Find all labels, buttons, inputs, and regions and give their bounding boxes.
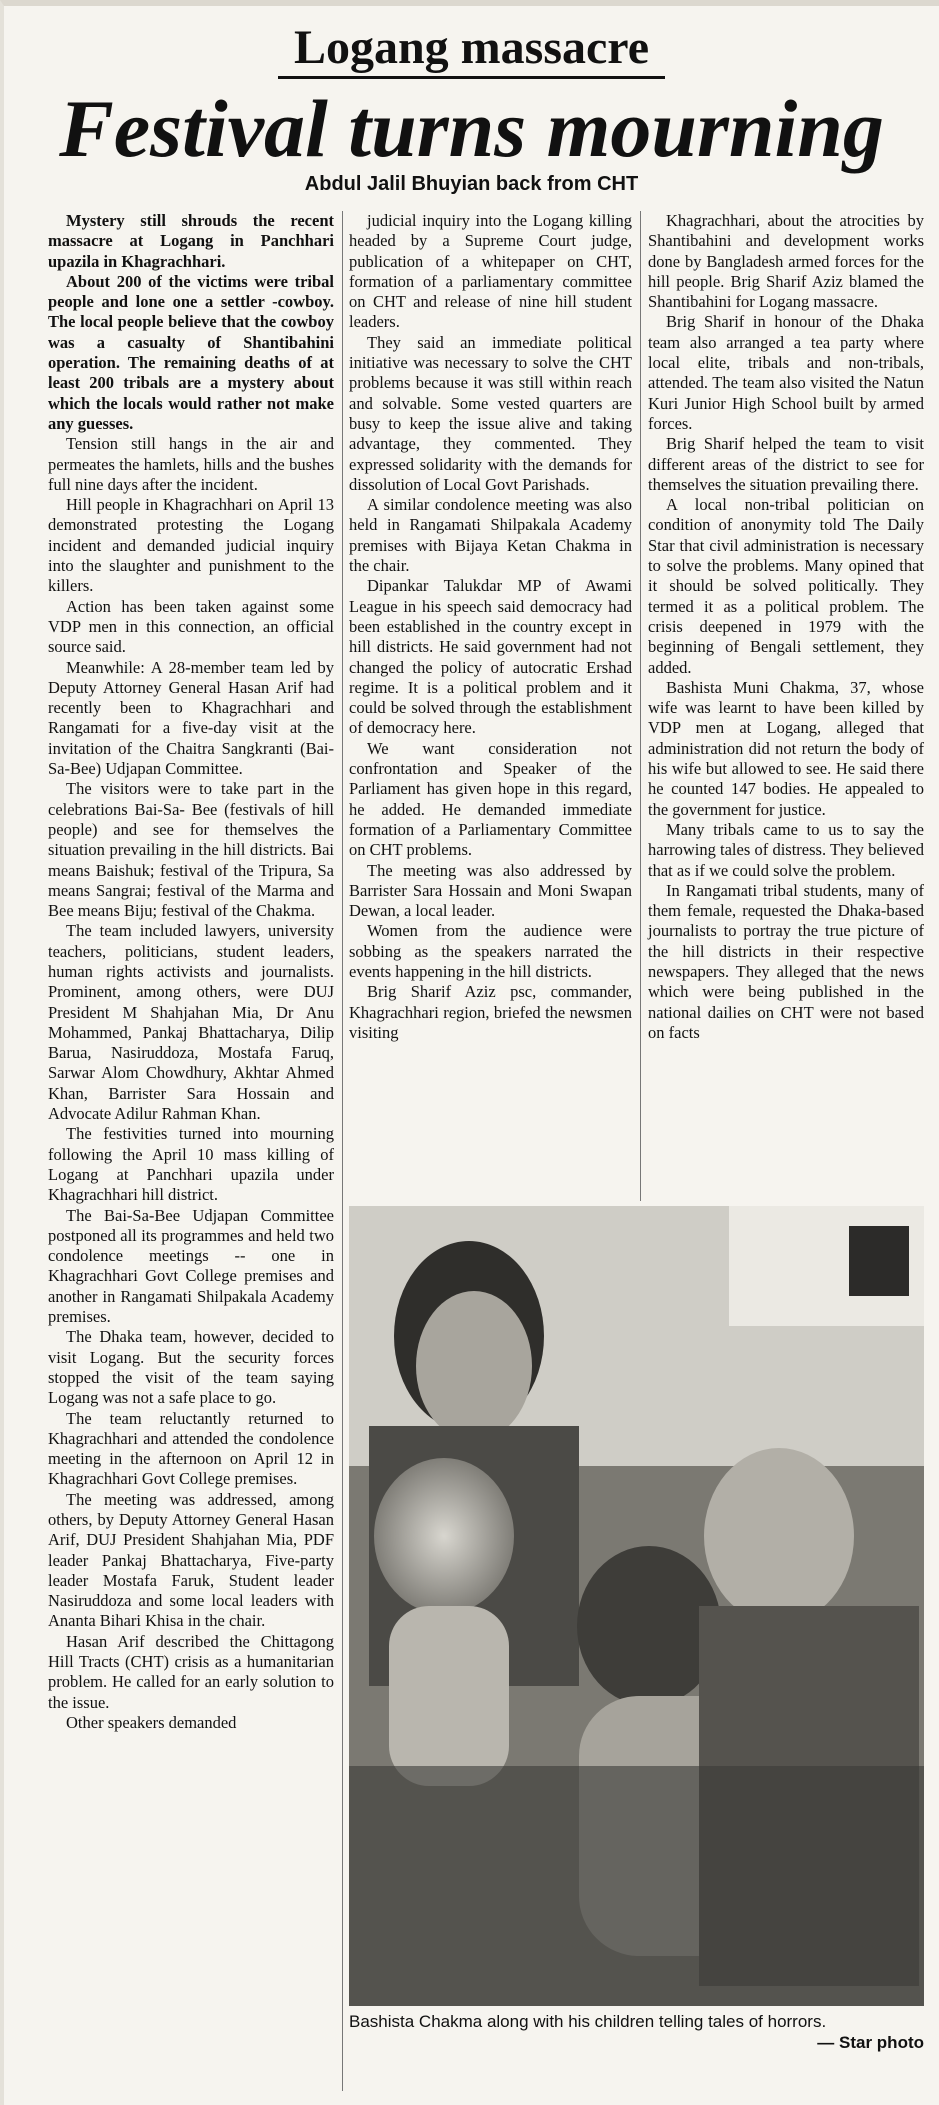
article-paragraph: A local non-tribal politician on condition of anonymity told The Daily Star that civil administration is necessary to solve the problems. Many opined that it should be solved politically. They termed it as a political problem. The crisis deepened in 1979 with the beginning of Bengali settlement, they added.	[648, 495, 924, 677]
article-paragraph: The visitors were to take part in the celebrations Bai-Sa- Bee (festivals of hill people) and see for themselves the situation prevailing in the hill districts. Bai means Baishuk; festival of the Tripura, Sa means Sangrai; festival of the Marma and Bee means Biju; festival of the Chakma.	[48, 779, 334, 921]
photo-image	[349, 1206, 924, 2006]
article-column-1	[48, 211, 343, 2091]
article-paragraph: Khagrachhari, about the atrocities by Shantibahini and development works done by Bangladesh armed forces for the hill people. Brig Sharif Aziz blamed the Shantibahini for Logang massacre.	[648, 211, 924, 312]
article-paragraph: A similar condolence meeting was also held in Rangamati Shilpakala Academy premises with Bijaya Ketan Chakma in the chair.	[349, 495, 632, 576]
article-paragraph: Tension still hangs in the air and permeates the hamlets, hills and the bushes full nine days after the incident.	[48, 434, 334, 494]
article-paragraph: Bashista Muni Chakma, 37, whose wife was learnt to have been killed by VDP men at Logang, alleged that administration did not return the body of his wife but allowed to see. He said there he counted 147 bodies. He appealed to the government for justice.	[648, 677, 924, 819]
article-paragraph: The Bai-Sa-Bee Udjapan Committee postponed all its programmes and held two condolence meetings -- one in Khagrachhari Govt College premises and another in Rangamati Shilpakala Academy premises.	[48, 1205, 334, 1327]
news-photo	[349, 1206, 924, 2006]
article-paragraph: Mystery still shrouds the recent massacre at Logang in Panchhari upazila in Khagrachhari.	[48, 211, 334, 271]
article-paragraph: Brig Sharif helped the team to visit different areas of the district to see for themselves the situation prevailing there.	[648, 434, 924, 494]
article-paragraph: Meanwhile: A 28-member team led by Deputy Attorney General Hasan Arif had recently been to Khagrachhari and Rangamati for a five-day visit at the invitation of the Chaitra Sangkranti (Bai-Sa-Bee) Udjapan Committee.	[48, 657, 334, 779]
article-paragraph: Dipankar Talukdar MP of Awami League in his speech said democracy had been established in the country except in hill districts. He said government had not changed the policy of autocratic Ershad regime. It is a political problem and it could be solved through the establishment of democracy here.	[349, 576, 632, 738]
article-paragraph: They said an immediate political initiative was necessary to solve the CHT problems because it was still within reach and solvable. Some vested quarters are busy to keep the issue alive and taking advantage, they commented. They expressed solidarity with the demands for dissolution of Local Govt Parishads.	[349, 332, 632, 494]
article-paragraph: We want consideration not confrontation and Speaker of the Parliament has given hope in this regard, he added. He demanded immediate formation of a Parliamentary Committee on CHT problems.	[349, 738, 632, 860]
article-paragraph: Action has been taken against some VDP men in this connection, an official source said.	[48, 596, 334, 657]
article-paragraph: In Rangamati tribal students, many of them female, requested the Dhaka-based journalists to portray the true picture of the hill districts in their respective newspapers. They alleged that the news which were being published in the national dailies on CHT were not based on facts	[648, 880, 924, 1042]
article-paragraph: The team reluctantly returned to Khagrachhari and attended the condolence meeting in the afternoon on April 12 in Khagrachhari Govt College premises.	[48, 1408, 334, 1489]
article-paragraph: Hasan Arif described the Chittagong Hill Tracts (CHT) crisis as a humanitarian problem. He called for an early solution to the issue.	[48, 1631, 334, 1712]
article-paragraph: judicial inquiry into the Logang killing headed by a Supreme Court judge, publication of a whitepaper on CHT, formation of a parliamentary committee on CHT and release of nine hill student leaders.	[349, 211, 632, 332]
article-paragraph: Brig Sharif Aziz psc, commander, Khagrachhari region, briefed the newsmen visiting	[349, 982, 632, 1042]
caption-text: Bashista Chakma along with his children telling tales of horrors.	[349, 2012, 827, 2031]
photo-credit: — Star photo	[817, 2033, 924, 2052]
article-paragraph: The festivities turned into mourning following the April 10 mass killing of Logang at Panchhari upazila under Khagrachhari hill district.	[48, 1124, 334, 1205]
article-paragraph: Other speakers demanded	[66, 1712, 237, 1732]
article-paragraph: The meeting was also addressed by Barrister Sara Hossain and Moni Swapan Dewan, a local leader.	[349, 860, 632, 921]
article-paragraph: Hill people in Khagrachhari on April 13 demonstrated protesting the Logang incident and demanded judicial inquiry into the slaughter and punishment to the killers.	[48, 495, 334, 596]
article-paragraph: Women from the audience were sobbing as the speakers narrated the events happening in the hill districts.	[349, 921, 632, 981]
article-paragraph: The Dhaka team, however, decided to visit Logang. But the security forces stopped the visit of the team saying Logang was not a safe place to go.	[48, 1327, 334, 1408]
article-paragraph: Many tribals came to us to say the harrowing tales of distress. They believed that as if we could solve the problem.	[648, 819, 924, 880]
article-headline: Festival turns mourning	[59, 83, 884, 174]
article-paragraph: The meeting was addressed, among others, by Deputy Attorney General Hasan Arif, DUJ President Shahjahan Mia, PDF leader Pankaj Bhattacharya, Five-party leader Mostafa Faruk, Student leader Nasiruddoza and some local leaders with Ananta Bihari Khisa in the chair.	[48, 1489, 334, 1631]
article-column-2	[349, 211, 641, 1201]
article-paragraph: The team included lawyers, university teachers, politicians, student leaders, human rights activists and journalists. Prominent, among others, were DUJ President M Shahjahan Mia, Dr Anu Mohammed, Pankaj Bhattacharya, Dilip Barua, Nasiruddoza, Mostafa Faruq, Sarwar Alom Chowdhury, Akhtar Ahmed Khan, Barrister Sara Hossain and Advocate Adilur Rahman Khan.	[48, 921, 334, 1124]
article-paragraph: About 200 of the victims were tribal people and lone one a settler -cowboy. The local people believe that the cowboy was a casualty of Shantibahini operation. The remaining deaths of at least 200 tribals are a mystery about which the locals would rather not make any guesses.	[48, 271, 334, 433]
article-paragraph: Brig Sharif in honour of the Dhaka team also arranged a tea party where local elite, tribals and non-tribals, attended. The team also visited the Natun Kuri Junior High School built by armed forces.	[648, 312, 924, 433]
article-column-3	[648, 211, 924, 1201]
article-byline: Abdul Jalil Bhuyian back from CHT	[304, 173, 639, 195]
photo-caption	[349, 2011, 924, 2053]
article-kicker: Logang massacre	[4, 20, 939, 79]
